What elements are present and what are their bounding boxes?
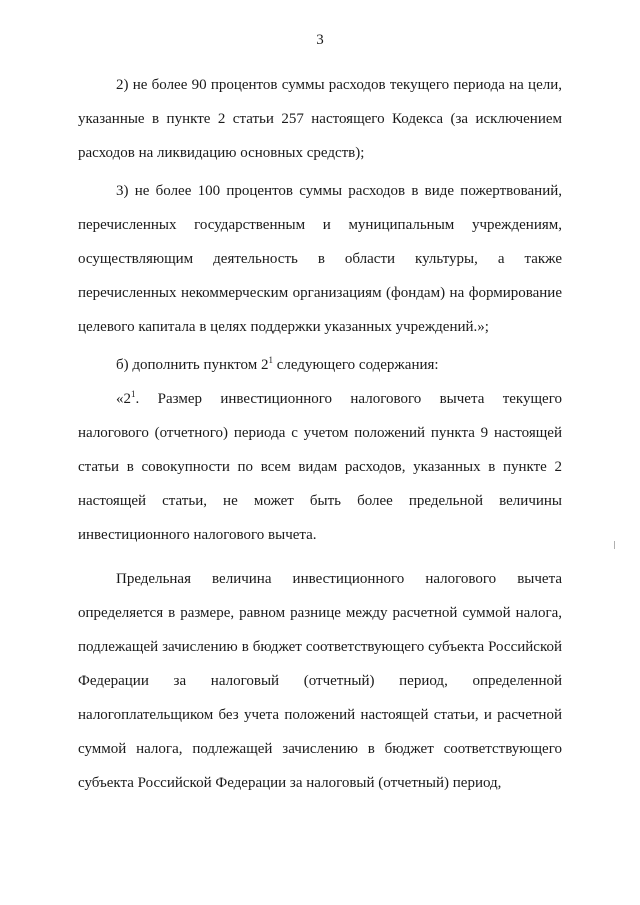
- paragraph-text: 2) не более 90 процентов суммы расходов текущего периода на цели, указанные в пункте 2 статьи 257 настоящего Кодекса (за исключением расходов на ликвидацию основных средств);: [78, 77, 562, 161]
- paragraph-item-2: [78, 68, 562, 170]
- paragraph-text-start: «2: [116, 391, 131, 407]
- superscript: 1: [268, 355, 273, 365]
- paragraph-text-end: следующего содержания:: [272, 357, 439, 373]
- paragraph-text: Предельная величина инвестиционного налогового вычета определяется в размере, равном разнице между расчетной суммой налога, подлежащей зачислению в бюджет соответствующего субъекта Российской Федерации за налоговый (отчетный) период, определенной налогоплательщиком без учета положений настоящей статьи, и расчетной суммой налога, подлежащей зачислению в бюджет соответствующего субъекта Российской Федерации за налоговый (отчетный) период,: [78, 571, 562, 791]
- page-number: 3: [316, 32, 324, 48]
- paragraph-limit-value: [78, 562, 562, 800]
- paragraph-item-3: [78, 174, 562, 344]
- paragraph-point-2-1: [78, 382, 562, 552]
- superscript: 1: [131, 389, 136, 399]
- document-body: [78, 68, 562, 800]
- paragraph-text-end: . Размер инвестиционного налогового вычета текущего налогового (отчетного) периода с учетом положений пункта 9 настоящей статьи в совокупности по всем видам расходов, указанных в пункте 2 настоящей статьи, не может быть более предельной величины инвестиционного налогового вычета.: [78, 391, 562, 543]
- margin-mark: [614, 541, 615, 549]
- paragraph-text: 3) не более 100 процентов суммы расходов в виде пожертвований, перечисленных государственным и муниципальным учреждениям, осуществляющим деятельность в области культуры, а также перечисленных некоммерческим организациям (фондам) на формирование целевого капитала в целях поддержки указанных учреждений.»;: [78, 183, 562, 335]
- paragraph-text-start: б) дополнить пунктом 2: [116, 357, 269, 373]
- paragraph-amend-b: [78, 348, 562, 382]
